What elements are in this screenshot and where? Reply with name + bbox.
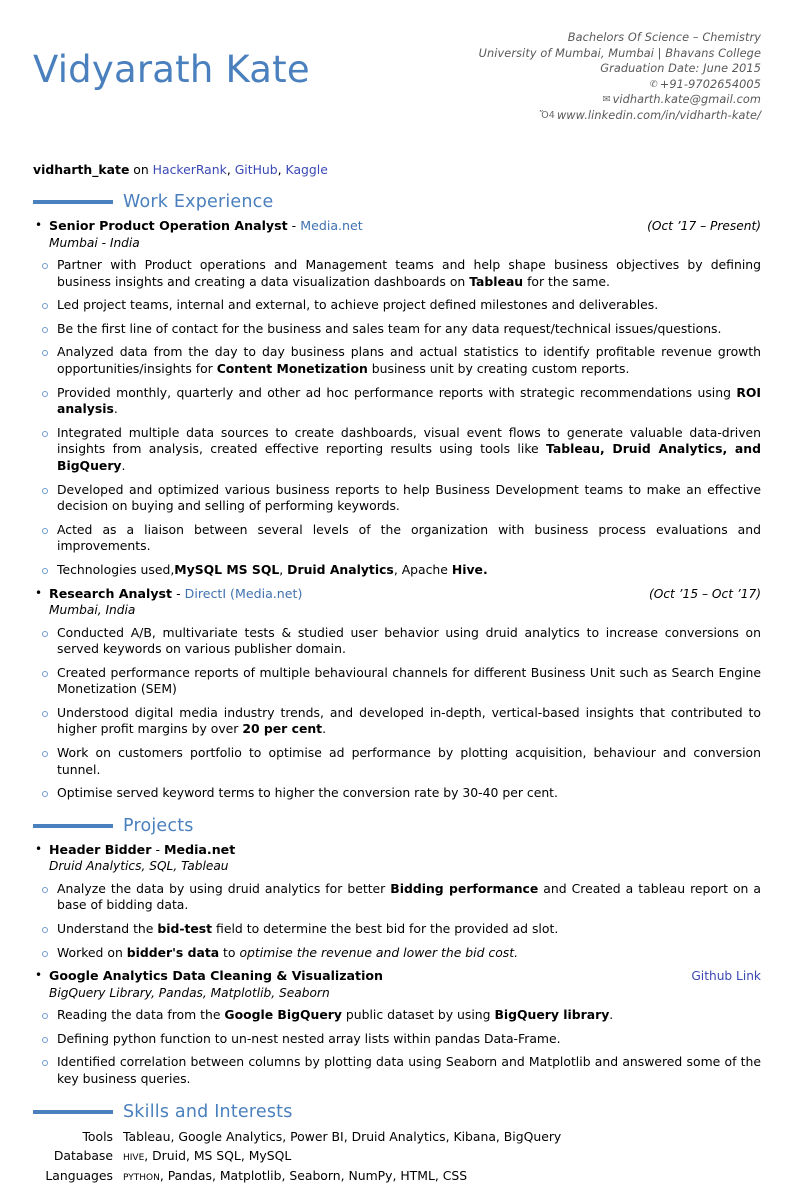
github-link[interactable]: Github Link [691, 969, 761, 984]
skill-value-list: python, Pandas, Matplotlib, Seaborn, NumPy, HTML, CSS [123, 1167, 468, 1183]
header [33, 30, 761, 148]
skill-category-label: Languages [45, 1167, 113, 1183]
handle-on-label: on [129, 162, 153, 177]
work-subtitle: Mumbai - India [49, 235, 140, 250]
project-entry [33, 968, 761, 1087]
bullet-item: Work on customers portfolio to optimise ad performance by plotting acquisition, behaviour and conversion tunnel. [33, 745, 761, 778]
envelope-icon: ✉ [602, 94, 611, 106]
section-rule-icon [33, 200, 113, 204]
work-entry [33, 218, 761, 579]
skills-table [33, 1128, 761, 1184]
skill-value-list: Tableau, Google Analytics, Power BI, Druid Analytics, Kibana, BigQuery [123, 1128, 562, 1144]
contact-block [479, 30, 761, 124]
project-bullet-list [33, 881, 761, 961]
bullet-item: Acted as a liaison between several levels of the organization with business process evaluations and improvements. [33, 522, 761, 555]
work-title: Research Analyst [49, 585, 173, 601]
work-organization[interactable]: Media.net [300, 218, 363, 233]
project-entry-list [33, 842, 761, 1088]
work-bullet-list [33, 625, 761, 802]
contact-line[interactable] [479, 77, 761, 93]
work-date-range: (Oct ’17 – Present) [647, 219, 761, 233]
project-subtitle: BigQuery Library, Pandas, Matplotlib, Seaborn [49, 985, 330, 1000]
profile-link-hackerrank[interactable]: HackerRank [152, 162, 227, 177]
work-organization[interactable]: DirectI (Media.net) [184, 585, 303, 601]
contact-line[interactable] [479, 108, 761, 124]
work-bullet-list [33, 257, 761, 579]
section-skills [33, 1101, 761, 1184]
work-date-range: (Oct ’15 – Oct ’17) [648, 586, 761, 601]
work-entry-header [33, 586, 761, 603]
contact-text: vidharth.kate@gmail.com [612, 93, 761, 107]
contact-line [479, 61, 761, 77]
contact-text: +91-9702654005 [659, 77, 761, 91]
bullet-item: Worked on bidder's data to optimise the revenue and lower the bid cost. [33, 945, 761, 962]
profile-link-kaggle[interactable]: Kaggle [285, 162, 328, 177]
bullet-item: Partner with Product operations and Management teams and help shape business objectives by defining business insights and creating a data visualization dashboards on Tableau for the same. [33, 257, 761, 290]
skill-row [33, 1167, 761, 1184]
handle-row [33, 162, 761, 178]
section-rule-icon [33, 1110, 113, 1114]
title-org-separator: - [151, 841, 164, 857]
skill-row [33, 1147, 761, 1165]
work-entry [33, 586, 761, 802]
bullet-item: Defining python function to un-nest nested array lists within pandas Data-Frame. [33, 1031, 761, 1048]
link-separator: , [226, 162, 235, 177]
title-org-separator: - [172, 585, 185, 601]
skill-row [33, 1128, 761, 1146]
contact-line[interactable] [479, 92, 761, 108]
bullet-item: Identified correlation between columns by plotting data using Seaborn and Matplotlib and answered some of the key business queries. [33, 1054, 761, 1087]
skill-value-list: hive, Druid, MS SQL, MySQL [123, 1148, 292, 1164]
bullet-item: Conducted A/B, multivariate tests & studied user behavior using druid analytics to increase conversions on served keywords on various publisher domain. [33, 625, 761, 658]
handle-username: vidharth_kate [33, 162, 130, 177]
linkedin-icon: Ὄ4 [539, 109, 555, 121]
work-subtitle: Mumbai, India [49, 603, 136, 617]
bullet-item: Developed and optimized various business reports to help Business Development teams to make an effective decision on buying and selling of performing keywords. [33, 482, 761, 515]
bullet-item: Analyze the data by using druid analytics for better Bidding performance and Created a tableau report on a base of bidding data. [33, 881, 761, 914]
project-title: Google Analytics Data Cleaning & Visualization [49, 968, 384, 984]
bullet-item: Integrated multiple data sources to create dashboards, visual event flows to generate valuable data-driven insights from analysis, created effective reporting results using tools like Tableau, Druid Analytics, and BigQuery. [33, 425, 761, 475]
link-separator: , [277, 162, 286, 177]
section-work-experience [33, 191, 761, 802]
section-rule-icon [33, 824, 113, 828]
project-entry [33, 842, 761, 961]
work-entry-list [33, 218, 761, 802]
contact-line [479, 30, 761, 46]
title-org-separator: - [287, 218, 301, 233]
contact-text: Graduation Date: June 2015 [600, 62, 761, 76]
section-projects [33, 815, 761, 1088]
work-title: Senior Product Operation Analyst [49, 218, 288, 233]
bullet-item: Created performance reports of multiple behavioural channels for different Business Unit such as Search Engine Monetization (SEM) [33, 665, 761, 698]
skill-category-label: Tools [82, 1128, 113, 1144]
section-title-skills: Skills and Interests [123, 1101, 293, 1122]
project-entry-header [33, 968, 761, 985]
contact-line [479, 46, 761, 62]
profile-link-github[interactable]: GitHub [234, 162, 278, 177]
bullet-item: Technologies used,MySQL MS SQL, Druid Analytics, Apache Hive. [33, 562, 761, 579]
bullet-item: Be the first line of contact for the business and sales team for any data request/technical issues/questions. [33, 321, 761, 338]
section-title-projects: Projects [123, 815, 194, 836]
project-subtitle: Druid Analytics, SQL, Tableau [49, 859, 229, 874]
bullet-item: Optimise served keyword terms to higher the conversion rate by 30-40 per cent. [33, 785, 761, 802]
project-organization: Media.net [164, 841, 236, 857]
section-title-work: Work Experience [123, 192, 274, 212]
section-header-projects [33, 815, 761, 837]
bullet-item: Led project teams, internal and external, to achieve project defined milestones and deliverables. [33, 297, 761, 314]
bullet-item: Understand the bid-test field to determine the best bid for the provided ad slot. [33, 921, 761, 938]
skill-category-label: Database [53, 1148, 113, 1164]
contact-text: University of Mumbai, Mumbai | Bhavans College [478, 46, 761, 60]
bullet-item: Analyzed data from the day to day business plans and actual statistics to identify profitable revenue growth opportunities/insights for Content Monetization business unit by creating custom reports. [33, 344, 761, 377]
contact-text: Bachelors Of Science – Chemistry [567, 31, 761, 44]
bullet-item: Reading the data from the Google BigQuery public dataset by using BigQuery library. [33, 1007, 761, 1024]
section-header-skills [33, 1101, 761, 1123]
section-header-work [33, 191, 761, 213]
project-title: Header Bidder [49, 841, 152, 857]
bullet-item: Provided monthly, quarterly and other ad hoc performance reports with strategic recommendations using ROI analysis. [33, 385, 761, 418]
phone-icon: ✆ [649, 78, 658, 90]
bullet-item: Understood digital media industry trends, and developed in-depth, vertical-based insights that contributed to higher profit margins by over 20 per cent. [33, 705, 761, 738]
project-entry-header [33, 842, 761, 859]
work-entry-header [33, 218, 761, 235]
page-title: Vidyarath Kate [33, 48, 310, 91]
project-bullet-list [33, 1007, 761, 1087]
contact-text: www.linkedin.com/in/vidharth-kate/ [556, 108, 761, 122]
